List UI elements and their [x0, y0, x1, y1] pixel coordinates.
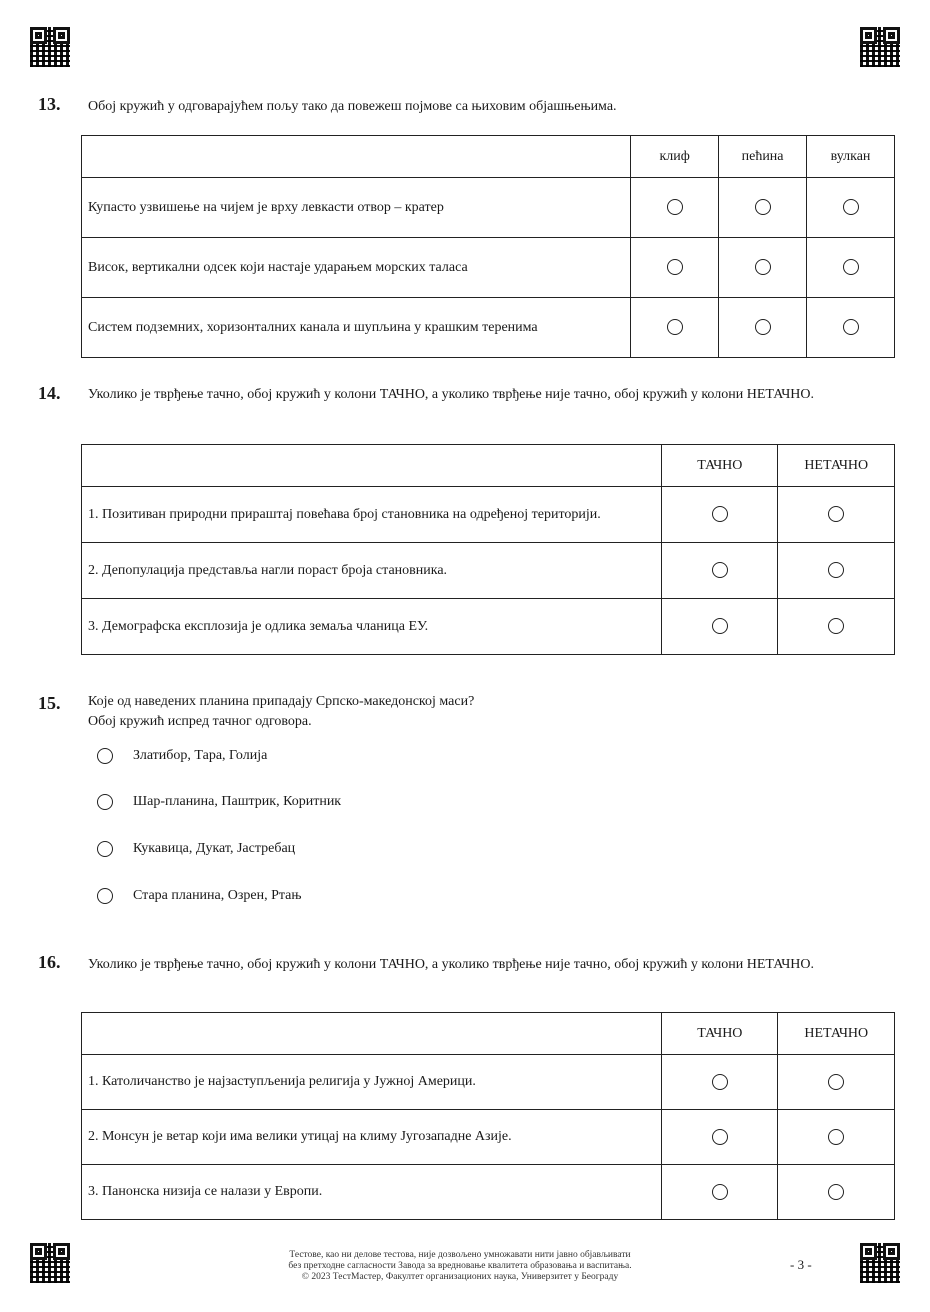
column-header-netacno: НЕТАЧНО	[778, 1013, 895, 1055]
column-header-tacno: ТАЧНО	[662, 445, 778, 487]
table-header-empty	[82, 445, 662, 487]
option-label: Стара планина, Озрен, Ртањ	[133, 888, 302, 904]
table-row	[82, 1110, 895, 1165]
footer-line-2: без претходне сагласности Завода за вредновање квалитета образовања и васпитања.	[288, 1261, 632, 1271]
statement-text: 2. Монсун је ветар који има велики утицај на климу Југозападне Азије.	[82, 1110, 662, 1165]
footer-copyright	[240, 1250, 680, 1283]
answer-circle[interactable]	[828, 1129, 844, 1145]
option-label: Кукавица, Дукат, Јастребац	[133, 841, 296, 857]
table-row	[82, 238, 895, 298]
answer-circle[interactable]	[843, 259, 859, 275]
answer-circle[interactable]	[712, 618, 728, 634]
column-header-pecina: пећина	[719, 136, 807, 178]
table-row	[82, 178, 895, 238]
answer-circle[interactable]	[843, 199, 859, 215]
column-header-klif: клиф	[631, 136, 719, 178]
question-15-number: 15.	[38, 693, 61, 713]
statement-text: Систем подземних, хоризонталних канала и шупљина у крашким теренима	[82, 298, 631, 358]
table-row	[82, 1055, 895, 1110]
option-label: Златибор, Тара, Голија	[133, 748, 268, 764]
statement-text: 3. Демографска експлозија је одлика земаља чланица ЕУ.	[82, 599, 662, 655]
answer-circle[interactable]	[843, 319, 859, 335]
answer-circle[interactable]	[712, 1129, 728, 1145]
table-row	[82, 298, 895, 358]
answer-circle[interactable]	[828, 1074, 844, 1090]
answer-circle[interactable]	[755, 319, 771, 335]
option-2[interactable]	[97, 794, 341, 810]
option-circle[interactable]	[97, 888, 113, 904]
answer-circle[interactable]	[712, 1184, 728, 1200]
statement-text: 1. Католичанство је најзаступљенија религија у Јужној Америци.	[82, 1055, 662, 1110]
question-13-number: 13.	[38, 94, 61, 114]
option-circle[interactable]	[97, 748, 113, 764]
answer-circle[interactable]	[828, 618, 844, 634]
question-15-question: Које од наведених планина припадају Српско-македонској маси?	[88, 694, 475, 709]
answer-circle[interactable]	[828, 562, 844, 578]
statement-text: 1. Позитиван природни прираштај повећава број становника на одређеној територији.	[82, 487, 662, 543]
qr-code-bottom-right	[860, 1243, 900, 1283]
statement-text: Висок, вертикални одсек који настаје ударањем морских таласа	[82, 238, 631, 298]
column-header-netacno: НЕТАЧНО	[778, 445, 895, 487]
answer-circle[interactable]	[712, 562, 728, 578]
option-circle[interactable]	[97, 794, 113, 810]
question-13-table	[81, 135, 895, 358]
table-header-empty	[82, 136, 631, 178]
page-number: - 3 -	[790, 1257, 812, 1272]
option-1[interactable]	[97, 748, 267, 764]
option-4[interactable]	[97, 888, 302, 904]
column-header-vulkan: вулкан	[807, 136, 895, 178]
option-label: Шар-планина, Паштрик, Коритник	[133, 794, 342, 810]
table-row	[82, 599, 895, 655]
answer-circle[interactable]	[712, 1074, 728, 1090]
footer-line-3: © 2023 ТестМастер, Факултет организационих наука, Универзитет у Београду	[301, 1272, 619, 1282]
answer-circle[interactable]	[667, 319, 683, 335]
question-15-instruction: Обој кружић испред тачног одговора.	[88, 714, 312, 729]
table-header-empty	[82, 1013, 662, 1055]
answer-circle[interactable]	[755, 199, 771, 215]
question-13-instruction: Обој кружић у одговарајућем пољу тако да повежеш појмове са њиховим објашњењима.	[88, 99, 617, 114]
qr-code-top-left	[30, 27, 70, 67]
table-row	[82, 487, 895, 543]
answer-circle[interactable]	[712, 506, 728, 522]
question-16-number: 16.	[38, 952, 61, 972]
question-16-instruction: Уколико је тврђење тачно, обој кружић у колони ТАЧНО, а уколико тврђење није тачно, обој кружић у колони НЕТАЧНО.	[88, 957, 815, 972]
answer-circle[interactable]	[828, 1184, 844, 1200]
table-row	[82, 543, 895, 599]
footer-line-1: Тестове, као ни делове тестова, није дозвољено умножавати нити јавно објављивати	[289, 1250, 631, 1260]
statement-text: 2. Депопулација представља нагли пораст броја становника.	[82, 543, 662, 599]
answer-circle[interactable]	[755, 259, 771, 275]
option-3[interactable]	[97, 841, 295, 857]
answer-circle[interactable]	[828, 506, 844, 522]
question-14-table	[81, 444, 895, 655]
answer-circle[interactable]	[667, 259, 683, 275]
answer-circle[interactable]	[667, 199, 683, 215]
option-circle[interactable]	[97, 841, 113, 857]
question-14-number: 14.	[38, 383, 61, 403]
statement-text: 3. Панонска низија се налази у Европи.	[82, 1165, 662, 1220]
qr-code-top-right	[860, 27, 900, 67]
statement-text: Купасто узвишење на чијем је врху левкасти отвор – кратер	[82, 178, 631, 238]
table-row	[82, 1165, 895, 1220]
column-header-tacno: ТАЧНО	[662, 1013, 778, 1055]
qr-code-bottom-left	[30, 1243, 70, 1283]
question-14-instruction: Уколико је тврђење тачно, обој кружић у колони ТАЧНО, а уколико тврђење није тачно, обој кружић у колони НЕТАЧНО.	[88, 387, 815, 402]
question-16-table	[81, 1012, 895, 1220]
